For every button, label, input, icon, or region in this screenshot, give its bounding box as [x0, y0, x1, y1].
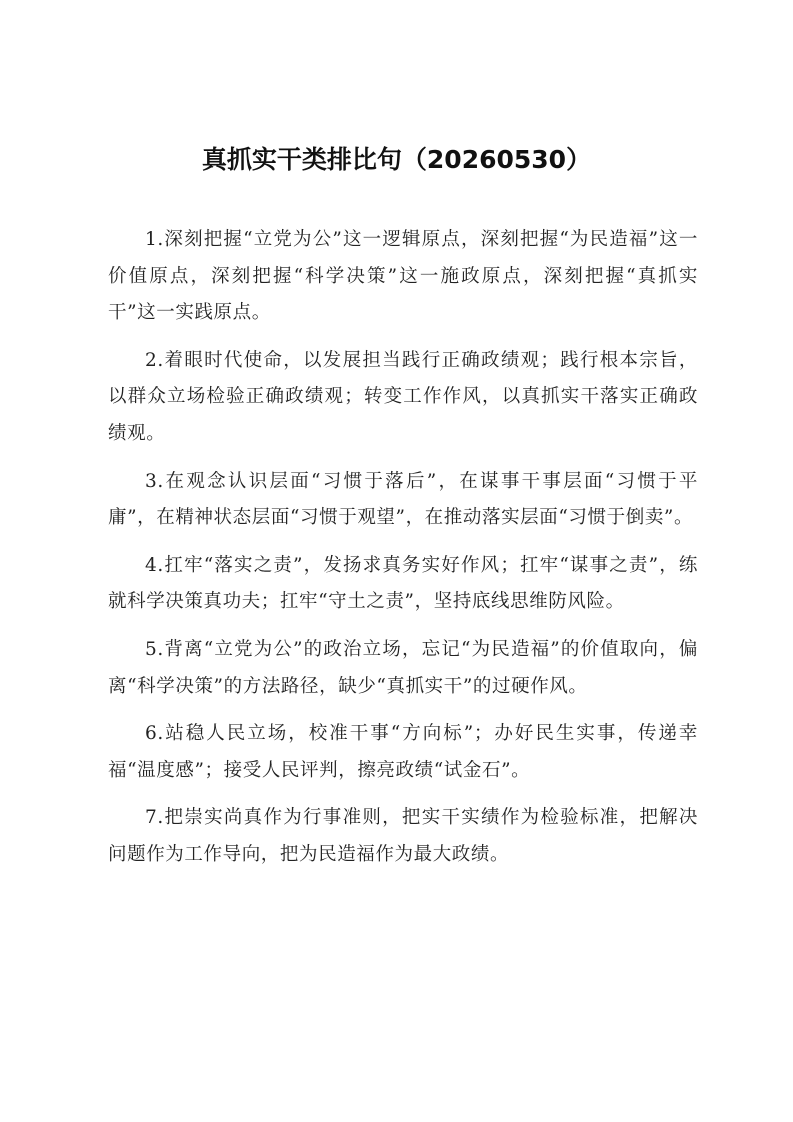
paragraph-4: 4.扛牢“落实之责”，发扬求真务实好作风；扛牢“谋事之责”，练就科学决策真功夫；扛牢“守土之责”，坚持底线思维防风险。: [108, 554, 698, 613]
paragraph-3: 3.在观念认识层面“习惯于落后”，在谋事干事层面“习惯于平庸”，在精神状态层面“习惯于观望”，在推动落实层面“习惯于倒卖”。: [108, 470, 698, 529]
paragraph-5: 5.背离“立党为公”的政治立场，忘记“为民造福”的价值取向，偏离“科学决策”的方法路径，缺少“真抓实干”的过硬作风。: [108, 638, 698, 697]
document-title: 真抓实干类排比句（20260530）: [201, 145, 592, 174]
document-body: [108, 222, 698, 885]
paragraph-1: 1.深刻把握“立党为公”这一逻辑原点，深刻把握“为民造福”这一价值原点，深刻把握“科学决策”这一施政原点，深刻把握“真抓实干”这一实践原点。: [108, 229, 698, 324]
paragraph-6: 6.站稳人民立场，校准干事“方向标”；办好民生实事，传递幸福“温度感”；接受人民评判，擦亮政绩“试金石”。: [108, 723, 698, 781]
paragraph-2: 2.着眼时代使命，以发展担当践行正确政绩观；践行根本宗旨，以群众立场检验正确政绩观；转变工作作风，以真抓实干落实正确政绩观。: [108, 349, 698, 444]
paragraph-7: 7.把崇实尚真作为行事准则，把实干实绩作为检验标准，把解决问题作为工作导向，把为民造福作为最大政绩。: [108, 807, 698, 865]
